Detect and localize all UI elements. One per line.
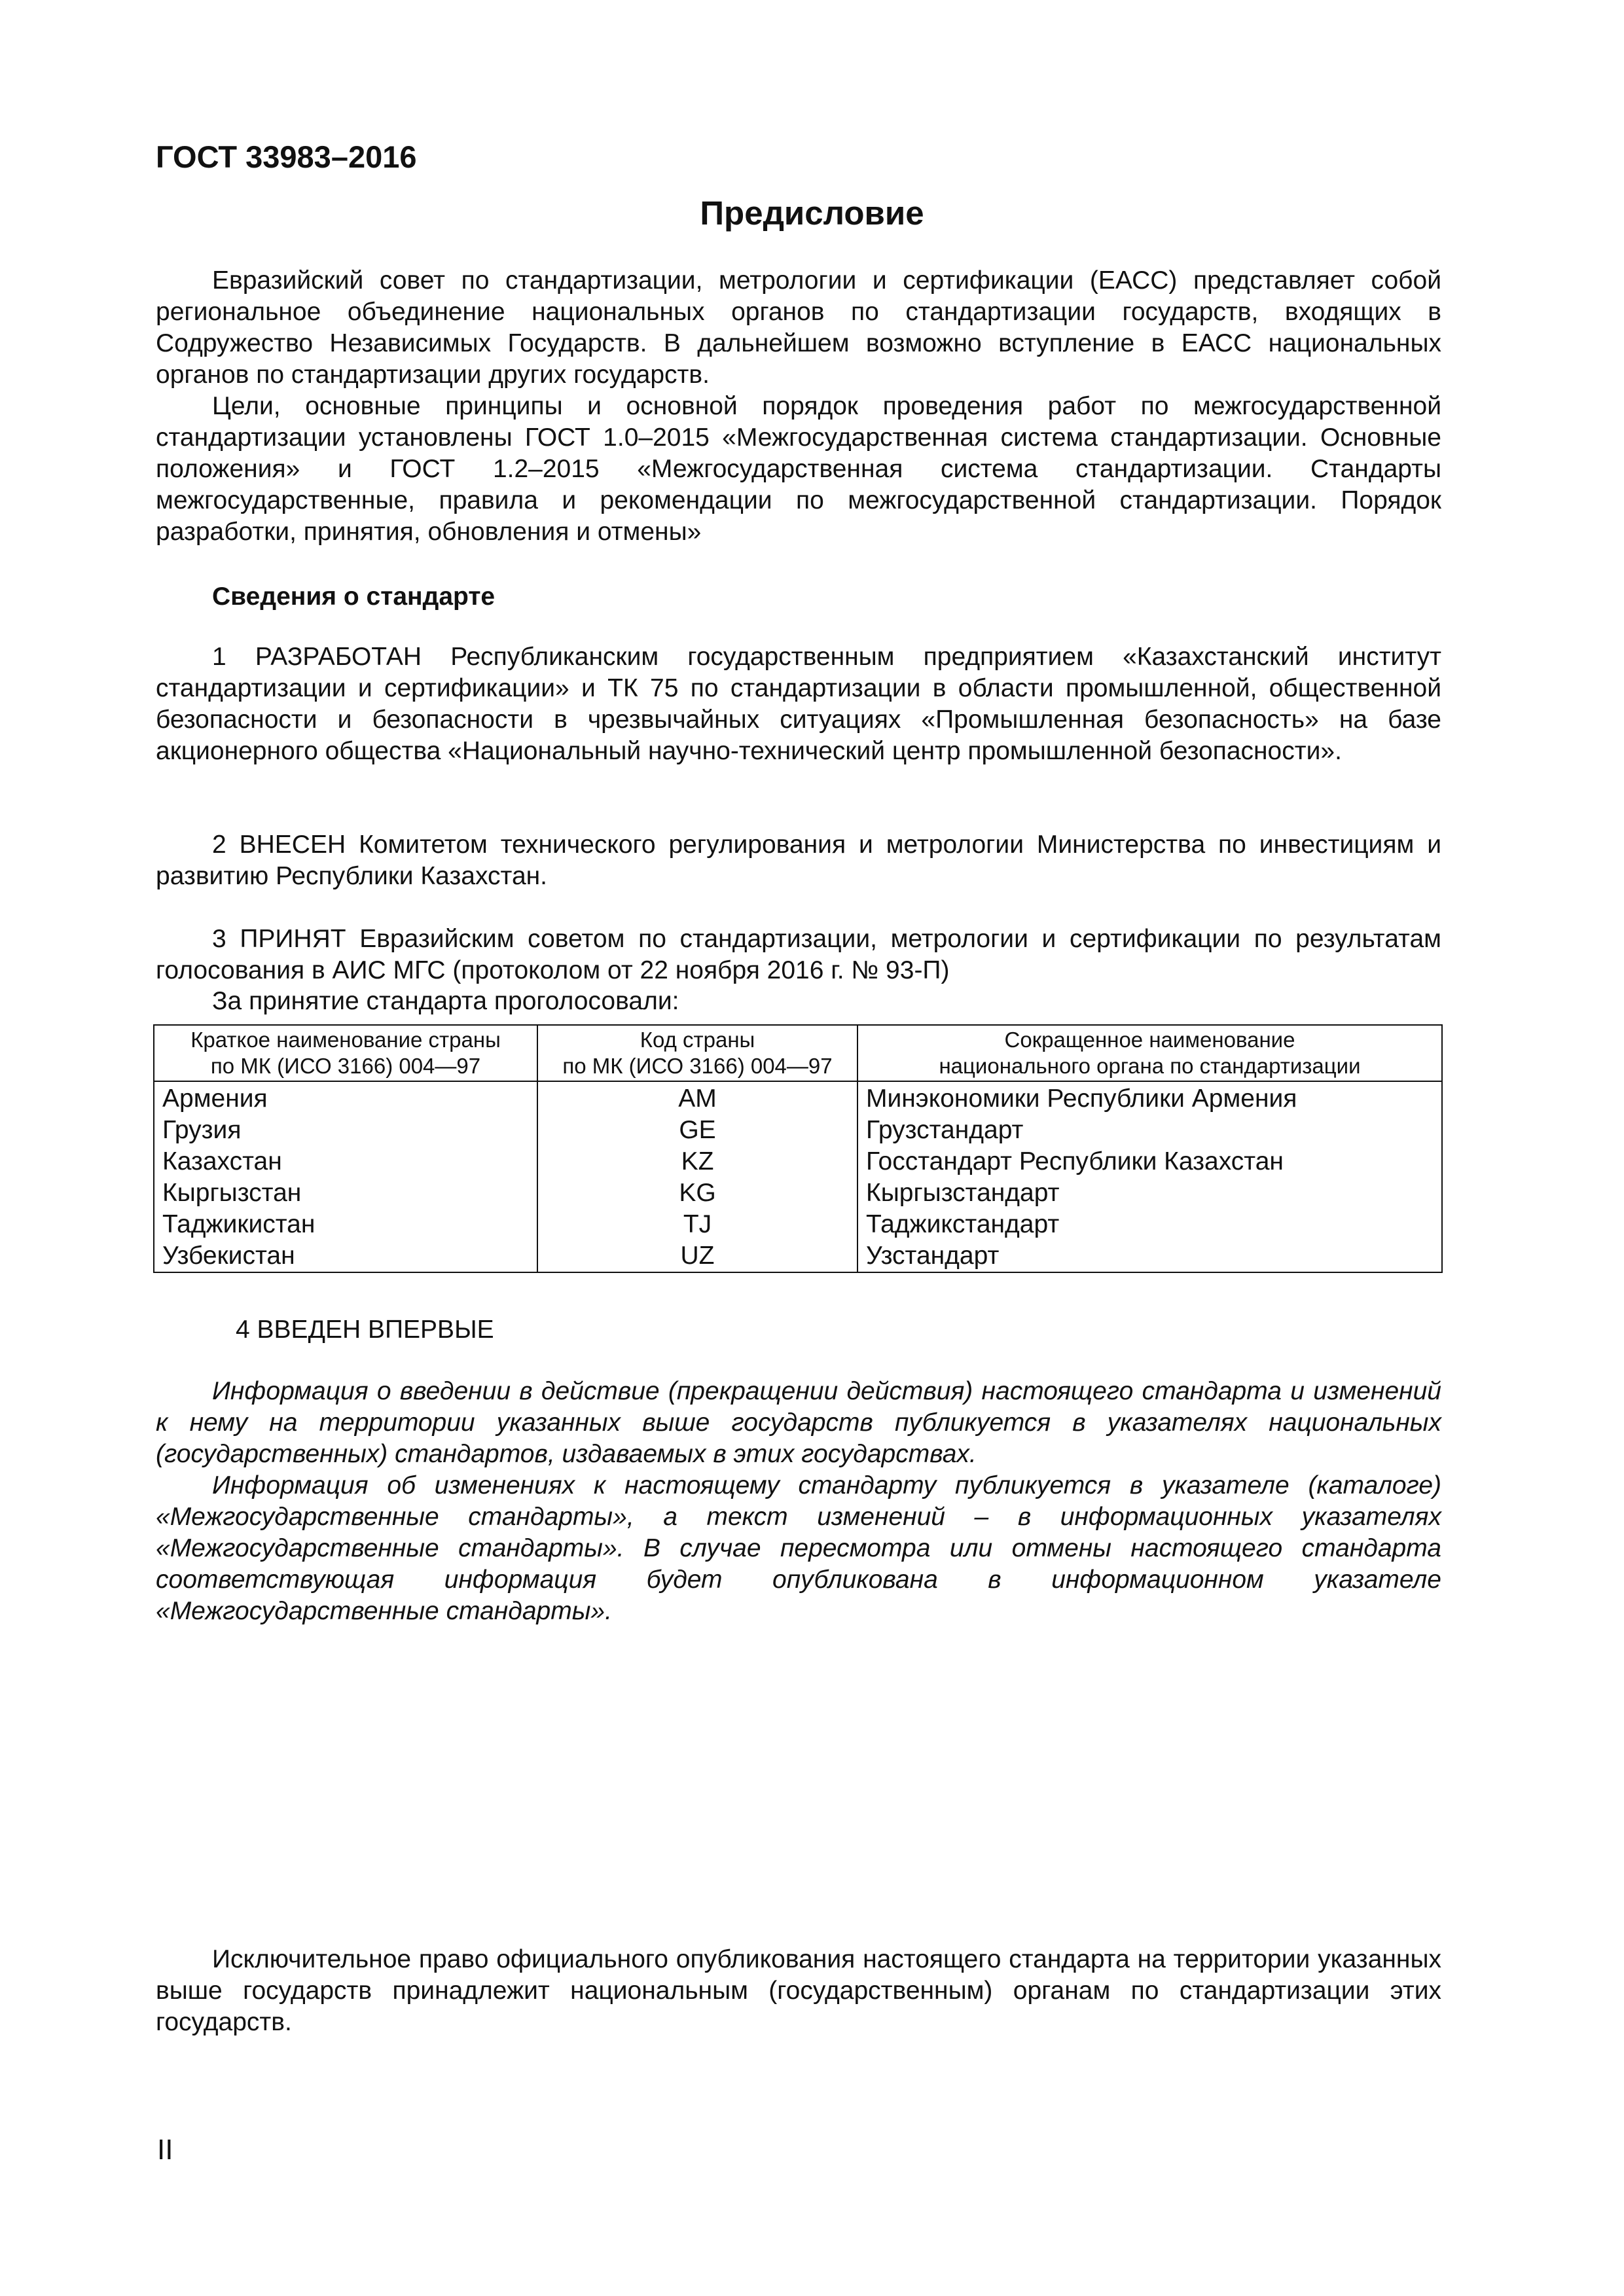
table-row bbox=[154, 1146, 1442, 1177]
voting-table bbox=[153, 1024, 1443, 1273]
table-row bbox=[154, 1115, 1442, 1146]
country-name: Таджикистан bbox=[154, 1209, 537, 1240]
standards-body: Госстандарт Республики Казахстан bbox=[857, 1146, 1442, 1177]
header-standards-body: Сокращенное наименование национального органа по стандартизации bbox=[857, 1025, 1442, 1081]
intro-section bbox=[156, 265, 1441, 548]
table-row bbox=[154, 1209, 1442, 1240]
item-developed bbox=[156, 641, 1441, 767]
item-submitted bbox=[156, 829, 1441, 892]
country-code: KG bbox=[537, 1177, 857, 1209]
info-paragraph: Информация об изменениях к настоящему стандарту публикуется в указателе (каталоге) «Межгосударственные стандарты», а текст изменений – в информационных указателях «Межгосударственные стандарты». В случае пересмотра или отмены настоящего стандарта соответствующая информация будет опубликована в информационном указателе «Межгосударственные стандарты». bbox=[156, 1471, 1441, 1625]
country-name: Армения bbox=[154, 1081, 537, 1115]
item-text: 2 ВНЕСЕН Комитетом технического регулирования и метрологии Министерства по инвестициям и развитию Республики Казахстан. bbox=[156, 831, 1441, 890]
item-text: 3 ПРИНЯТ Евразийским советом по стандартизации, метрологии и сертификации по результатам голосования в АИС МГС (протоколом от 22 ноября 2016 г. № 93-П) bbox=[156, 925, 1441, 984]
country-name: Кыргызстан bbox=[154, 1177, 537, 1209]
country-code: GE bbox=[537, 1115, 857, 1146]
country-name: Казахстан bbox=[154, 1146, 537, 1177]
standards-body: Узстандарт bbox=[857, 1240, 1442, 1272]
info-paragraph: Информация о введении в действие (прекращении действия) настоящего стандарта и изменений к нему на территории указанных выше государств публикуется в указателях национальных (государственных) стандартов, издаваемых в этих государствах. bbox=[156, 1377, 1441, 1468]
document-code: ГОСТ 33983–2016 bbox=[156, 139, 417, 174]
country-code: AM bbox=[537, 1081, 857, 1115]
country-name: Узбекистан bbox=[154, 1240, 537, 1272]
vote-caption: За принятие стандарта проголосовали: bbox=[212, 987, 679, 1015]
info-heading: Сведения о стандарте bbox=[212, 583, 496, 611]
country-name: Грузия bbox=[154, 1115, 537, 1146]
intro-paragraph: Евразийский совет по стандартизации, метрологии и сертификации (ЕАСС) представляет собой региональное объединение национальных органов по стандартизации государств, входящих в Содружество Независимых Государств. В дальнейшем возможно вступление в ЕАСС национальных органов по стандартизации других государств. bbox=[156, 266, 1441, 389]
table-row bbox=[154, 1177, 1442, 1209]
standards-body: Минэкономики Республики Армения bbox=[857, 1081, 1442, 1115]
table-header-row bbox=[154, 1025, 1442, 1081]
header-country-name: Краткое наименование страны по МК (ИСО 3166) 004—97 bbox=[154, 1025, 537, 1081]
item-text: 1 РАЗРАБОТАН Республиканским государственным предприятием «Казахстанский институт стандартизации и сертификации» и ТК 75 по стандартизации в области промышленной, общественной безопасности и безопасности в чрезвычайных ситуациях «Промышленная безопасность» на базе акционерного общества «Национальный научно-технический центр промышленной безопасности». bbox=[156, 643, 1441, 765]
standards-body: Грузстандарт bbox=[857, 1115, 1442, 1146]
copyright-text: Исключительное право официального опубликования настоящего стандарта на территории указанных выше государств принадлежит национальным (государственным) органам по стандартизации этих государств. bbox=[156, 1945, 1441, 2036]
standards-body: Кыргызстандарт bbox=[857, 1177, 1442, 1209]
item-adopted bbox=[156, 924, 1441, 986]
country-code: TJ bbox=[537, 1209, 857, 1240]
standards-body: Таджикстандарт bbox=[857, 1209, 1442, 1240]
table-row bbox=[154, 1081, 1442, 1115]
intro-paragraph: Цели, основные принципы и основной порядок проведения работ по межгосударственной стандартизации установлены ГОСТ 1.0–2015 «Межгосударственная система стандартизации. Основные положения» и ГОСТ 1.2–2015 «Межгосударственная система стандартизации. Стандарты межгосударственные, правила и рекомендации по межгосударственной стандартизации. Порядок разработки, принятия, обновления и отмены» bbox=[156, 392, 1441, 546]
country-code: UZ bbox=[537, 1240, 857, 1272]
item-first-introduced: 4 ВВЕДЕН ВПЕРВЫЕ bbox=[236, 1316, 494, 1344]
country-code: KZ bbox=[537, 1146, 857, 1177]
page-title: Предисловие bbox=[700, 194, 924, 232]
info-notes bbox=[156, 1376, 1441, 1627]
copyright-notice bbox=[156, 1944, 1441, 2038]
table-row bbox=[154, 1240, 1442, 1272]
header-country-code: Код страны по МК (ИСО 3166) 004—97 bbox=[537, 1025, 857, 1081]
page-number: II bbox=[157, 2134, 173, 2166]
